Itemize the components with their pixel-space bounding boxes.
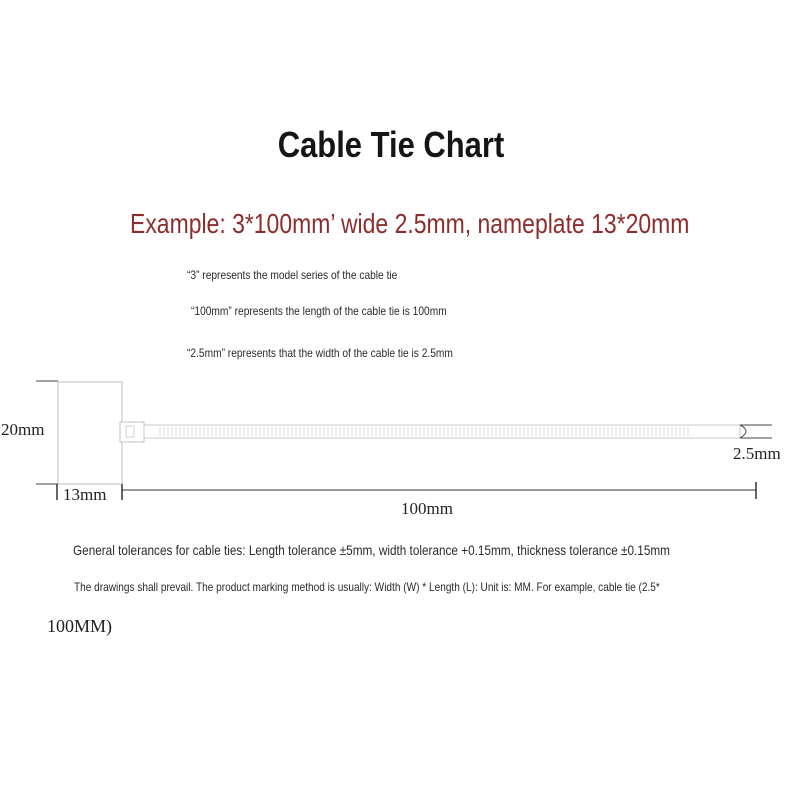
cable-tie-lock	[120, 422, 144, 442]
marking-note-continued: 100MM)	[47, 616, 113, 636]
note-model-series: “3” represents the model series of the cable tie	[187, 268, 398, 282]
strap-width-label: 2.5mm	[733, 444, 781, 463]
head-height-label: 20mm	[1, 420, 45, 439]
example-heading: Example: 3*100mm’ wide 2.5mm, nameplate 13*20mm	[130, 208, 690, 239]
length-label: 100mm	[401, 499, 453, 518]
tolerances-text: General tolerances for cable ties: Length tolerance ±5mm, width tolerance +0.15mm, thickness tolerance ±0.15mm	[73, 542, 670, 558]
cable-tie-tail	[740, 425, 772, 438]
head-width-label: 13mm	[63, 485, 107, 504]
note-length: “100mm” represents the length of the cable tie is 100mm	[191, 304, 447, 318]
chart-title: Cable Tie Chart	[277, 124, 505, 165]
cable-tie-strap	[144, 425, 740, 438]
marking-note: The drawings shall prevail. The product marking method is usually: Width (W) * Length (L): Unit is: MM. For example, cable tie (2.5*	[74, 580, 660, 594]
note-width: “2.5mm” represents that the width of the cable tie is 2.5mm	[187, 346, 453, 360]
cable-tie-head	[58, 382, 122, 484]
